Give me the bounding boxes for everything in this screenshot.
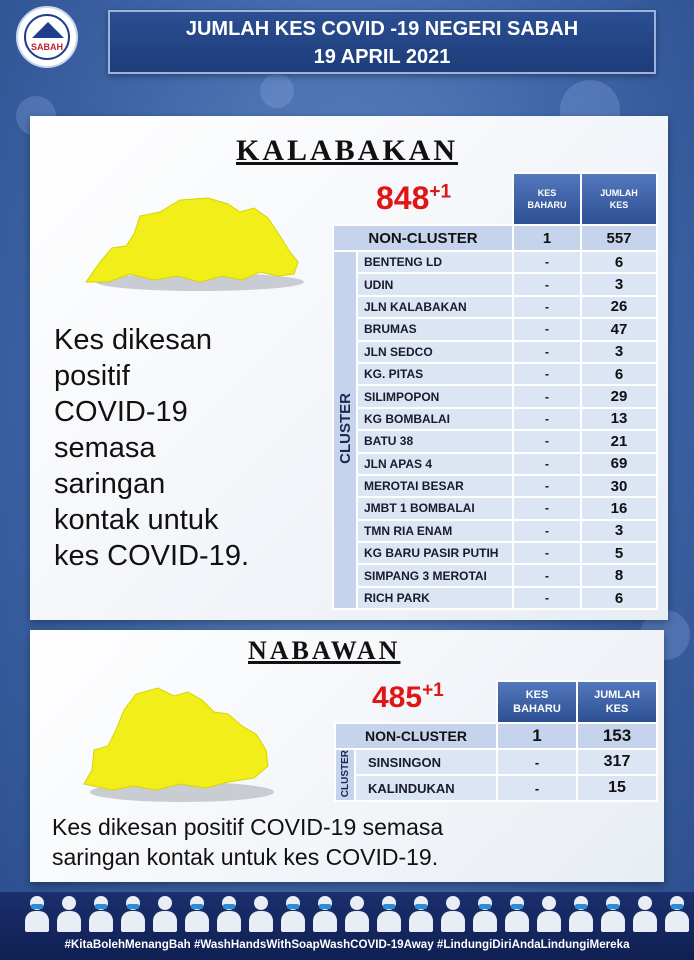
table-row: [333, 430, 657, 452]
cluster-new: -: [513, 341, 581, 363]
frontliner-figure-icon: [632, 896, 658, 932]
footer-banner: [0, 892, 694, 960]
cluster-name: SINSINGON: [355, 749, 497, 775]
table-row: [333, 318, 657, 340]
header-title: JUMLAH KES COVID -19 NEGERI SABAH: [185, 18, 579, 40]
cluster-name: BENTENG LD: [357, 251, 513, 273]
cluster-side-label: CLUSTER: [333, 251, 357, 609]
frontliner-figure-icon: [408, 896, 434, 932]
table-row: [333, 520, 657, 542]
col-header-total: JUMLAH KES: [577, 681, 657, 723]
hashtags: #KitaBolehMenangBah #WashHandsWithSoapWashCOVID-19Away #LindungiDiriAndaLindungiMereka: [64, 938, 630, 951]
cluster-total: 3: [581, 520, 657, 542]
mountain-icon: [32, 22, 64, 38]
table-row: [335, 775, 657, 801]
table-row: [333, 564, 657, 586]
frontliner-figure-icon: [56, 896, 82, 932]
cluster-new: -: [513, 318, 581, 340]
frontliner-figure-icon: [152, 896, 178, 932]
message-line: Kes dikesan positif COVID-19 semasa: [52, 814, 444, 840]
table-row: [333, 251, 657, 273]
total-count: 485: [372, 681, 423, 714]
logo-text: SABAH: [30, 42, 63, 52]
cluster-name: BRUMAS: [357, 318, 513, 340]
cluster-total: 30: [581, 475, 657, 497]
cluster-total: 26: [581, 296, 657, 318]
cluster-new: -: [497, 749, 577, 775]
frontliner-figure-icon: [120, 896, 146, 932]
cluster-new: -: [513, 251, 581, 273]
total-count: 848: [376, 180, 430, 216]
cluster-new: -: [513, 385, 581, 407]
message-line: COVID-19: [54, 396, 188, 428]
kalabakan-message: [54, 322, 249, 574]
table-row: [333, 542, 657, 564]
frontliner-figure-icon: [664, 896, 690, 932]
cluster-side-label: CLUSTER: [335, 749, 355, 801]
cluster-name: UDIN: [357, 273, 513, 295]
new-count: +1: [429, 181, 452, 203]
frontliner-figure-icon: [344, 896, 370, 932]
non-cluster-label: NON-CLUSTER: [333, 225, 513, 251]
cluster-total: 317: [577, 749, 657, 775]
table-row: [335, 749, 657, 775]
kalabakan-map-icon: [82, 196, 312, 294]
cluster-name: KG BOMBALAI: [357, 408, 513, 430]
table-row: [333, 341, 657, 363]
cluster-name: SILIMPOPON: [357, 385, 513, 407]
cluster-total: 16: [581, 497, 657, 519]
col-header-new: KES BAHARU: [497, 681, 577, 723]
cluster-name: BATU 38: [357, 430, 513, 452]
frontliner-figure-icon: [184, 896, 210, 932]
cluster-total: 13: [581, 408, 657, 430]
table-row: [333, 273, 657, 295]
cluster-new: -: [513, 273, 581, 295]
frontliner-figure-icon: [312, 896, 338, 932]
frontliner-figure-icon: [536, 896, 562, 932]
state-health-logo: [16, 6, 78, 68]
frontliner-figures: [24, 896, 690, 932]
kalabakan-case-table: [332, 172, 658, 610]
cluster-name: SIMPANG 3 MEROTAI: [357, 564, 513, 586]
table-row: [333, 408, 657, 430]
cluster-new: -: [513, 296, 581, 318]
cluster-total: 3: [581, 341, 657, 363]
frontliner-figure-icon: [472, 896, 498, 932]
cluster-new: -: [513, 564, 581, 586]
frontliner-figure-icon: [24, 896, 50, 932]
cluster-total: 47: [581, 318, 657, 340]
cluster-name: KG. PITAS: [357, 363, 513, 385]
cluster-new: -: [513, 430, 581, 452]
cluster-total: 69: [581, 453, 657, 475]
cluster-total: 8: [581, 564, 657, 586]
table-row: [333, 587, 657, 609]
nabawan-case-table: [334, 680, 658, 802]
frontliner-figure-icon: [504, 896, 530, 932]
frontliner-figure-icon: [440, 896, 466, 932]
message-line: Kes dikesan: [54, 324, 212, 356]
message-line: kes COVID-19.: [54, 540, 249, 572]
cluster-new: -: [497, 775, 577, 801]
cluster-new: -: [513, 363, 581, 385]
cluster-name: JMBT 1 BOMBALAI: [357, 497, 513, 519]
cluster-total: 6: [581, 587, 657, 609]
cluster-new: -: [513, 475, 581, 497]
table-row: [333, 497, 657, 519]
table-row: [333, 363, 657, 385]
frontliner-figure-icon: [88, 896, 114, 932]
new-count: +1: [422, 680, 444, 701]
table-row: [333, 453, 657, 475]
cluster-new: -: [513, 520, 581, 542]
cluster-total: 6: [581, 363, 657, 385]
non-cluster-total: 153: [577, 723, 657, 749]
cluster-name: RICH PARK: [357, 587, 513, 609]
cluster-name: JLN APAS 4: [357, 453, 513, 475]
col-header-new: KES BAHARU: [513, 173, 581, 225]
message-line: saringan kontak untuk kes COVID-19.: [52, 844, 439, 870]
cluster-new: -: [513, 497, 581, 519]
message-line: saringan: [54, 468, 166, 500]
district-title: KALABAKAN: [236, 134, 459, 167]
cluster-name: MEROTAI BESAR: [357, 475, 513, 497]
non-cluster-new: 1: [497, 723, 577, 749]
cluster-total: 3: [581, 273, 657, 295]
page-header: [108, 10, 656, 74]
district-title: NABAWAN: [248, 636, 401, 665]
cluster-total: 21: [581, 430, 657, 452]
table-row: [333, 385, 657, 407]
kalabakan-panel: [30, 116, 668, 620]
message-line: positif: [54, 360, 130, 392]
message-line: kontak untuk: [54, 504, 219, 536]
nabawan-message: [52, 812, 443, 872]
col-header-total: JUMLAH KES: [581, 173, 657, 225]
frontliner-figure-icon: [216, 896, 242, 932]
table-row: [333, 475, 657, 497]
cluster-new: -: [513, 453, 581, 475]
non-cluster-total: 557: [581, 225, 657, 251]
cluster-total: 6: [581, 251, 657, 273]
frontliner-figure-icon: [376, 896, 402, 932]
cluster-new: -: [513, 408, 581, 430]
frontliner-figure-icon: [600, 896, 626, 932]
frontliner-figure-icon: [248, 896, 274, 932]
header-date: 19 APRIL 2021: [313, 46, 451, 68]
message-line: semasa: [54, 432, 156, 464]
nabawan-panel: [30, 630, 664, 882]
cluster-name: KALINDUKAN: [355, 775, 497, 801]
nabawan-map-icon: [78, 686, 278, 804]
cluster-total: 15: [577, 775, 657, 801]
non-cluster-new: 1: [513, 225, 581, 251]
cluster-total: 5: [581, 542, 657, 564]
cluster-total: 29: [581, 385, 657, 407]
cluster-name: KG BARU PASIR PUTIH: [357, 542, 513, 564]
cluster-name: JLN KALABAKAN: [357, 296, 513, 318]
cluster-name: JLN SEDCO: [357, 341, 513, 363]
cluster-new: -: [513, 587, 581, 609]
virus-decoration: [260, 74, 294, 108]
frontliner-figure-icon: [568, 896, 594, 932]
non-cluster-label: NON-CLUSTER: [335, 723, 497, 749]
cluster-new: -: [513, 542, 581, 564]
table-row: [333, 296, 657, 318]
cluster-name: TMN RIA ENAM: [357, 520, 513, 542]
frontliner-figure-icon: [280, 896, 306, 932]
